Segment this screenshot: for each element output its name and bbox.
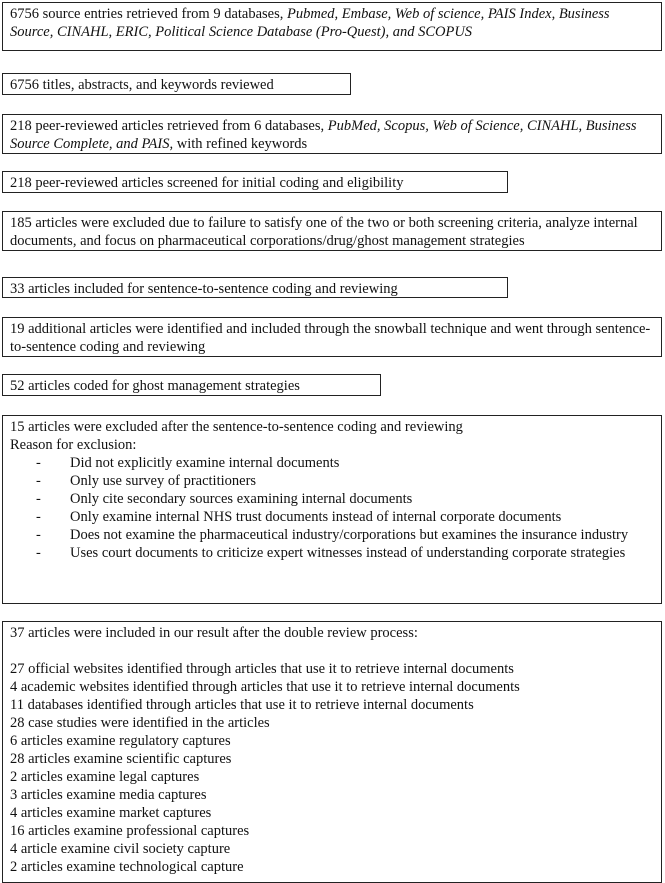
box-peer-reviewed-retrieved-text: 218 peer-reviewed articles retrieved from 6 databases, <box>10 118 328 134</box>
box-peer-reviewed-retrieved-tail: with refined keywords <box>173 136 308 152</box>
box-titles-reviewed <box>2 73 351 95</box>
exclusion-reason: - Uses court documents to criticize expert witnesses instead of understanding corporate strategies <box>10 544 655 562</box>
result-item: 6 articles examine regulatory captures <box>10 733 231 749</box>
result-item: 28 case studies were identified in the articles <box>10 715 270 731</box>
result-item: 4 articles examine market captures <box>10 805 212 821</box>
result-item: 4 academic websites identified through articles that use it to retrieve internal documents <box>10 679 520 695</box>
box-included-37-heading: 37 articles were included in our result after the double review process: <box>10 625 418 641</box>
box-coded-52 <box>2 374 381 396</box>
result-item: 16 articles examine professional captures <box>10 823 250 839</box>
result-item: 11 databases identified through articles that use it to retrieve internal documents <box>10 697 474 713</box>
exclusion-reason: - Only cite secondary sources examining internal documents <box>10 490 655 508</box>
result-item: 28 articles examine scientific captures <box>10 751 232 767</box>
result-item: 27 official websites identified through articles that use it to retrieve internal documents <box>10 661 514 677</box>
result-item: 2 articles examine technological capture <box>10 859 244 875</box>
exclusion-reason: - Only examine internal NHS trust documents instead of internal corporate documents <box>10 508 655 526</box>
box-excluded-15 <box>2 415 662 604</box>
exclusion-reason: - Does not examine the pharmaceutical industry/corporations but examines the insurance industry <box>10 526 655 544</box>
box-source-entries-databases: Pubmed, Embase, Web of science, PAIS Index, Business Source, CINAHL, ERIC, Political Science Database (Pro-Quest), and SCOPUS <box>10 6 610 40</box>
box-excluded-185-text: 185 articles were excluded due to failure to satisfy one of the two or both screening criteria, analyze internal documents, and focus on pharmaceutical corporations/drug/ghost management strategies <box>10 215 638 249</box>
box-source-entries-text: 6756 source entries retrieved from 9 databases, <box>10 6 288 22</box>
result-item: 4 article examine civil society capture <box>10 841 231 857</box>
box-snowball-19-text: 19 additional articles were identified and included through the snowball technique and went through sentence-to-sentence coding and reviewing <box>10 321 651 355</box>
box-included-37 <box>2 621 662 883</box>
spacer <box>10 642 655 660</box>
box-screened-text: 218 peer-reviewed articles screened for initial coding and eligibility <box>10 175 404 191</box>
box-peer-reviewed-retrieved <box>2 114 662 154</box>
box-peer-reviewed-retrieved-databases: PubMed, Scopus, Web of Science, CINAHL, Business Source Complete, and PAIS, <box>10 118 637 152</box>
box-included-33 <box>2 277 508 298</box>
reason-heading: Reason for exclusion: <box>10 437 137 453</box>
box-screened <box>2 171 508 193</box>
box-excluded-15-text: 15 articles were excluded after the sentence-to-sentence coding and reviewing <box>10 419 463 435</box>
box-source-entries <box>2 2 662 51</box>
result-item: 2 articles examine legal captures <box>10 769 200 785</box>
box-coded-52-text: 52 articles coded for ghost management strategies <box>10 378 300 394</box>
box-titles-reviewed-text: 6756 titles, abstracts, and keywords reviewed <box>10 77 274 93</box>
exclusion-reason: - Did not explicitly examine internal documents <box>10 454 655 472</box>
exclusion-reasons-list <box>10 454 655 562</box>
box-excluded-185 <box>2 211 662 251</box>
box-included-33-text: 33 articles included for sentence-to-sentence coding and reviewing <box>10 281 398 297</box>
box-snowball-19 <box>2 317 662 357</box>
result-item: 3 articles examine media captures <box>10 787 207 803</box>
exclusion-reason: - Only use survey of practitioners <box>10 472 655 490</box>
